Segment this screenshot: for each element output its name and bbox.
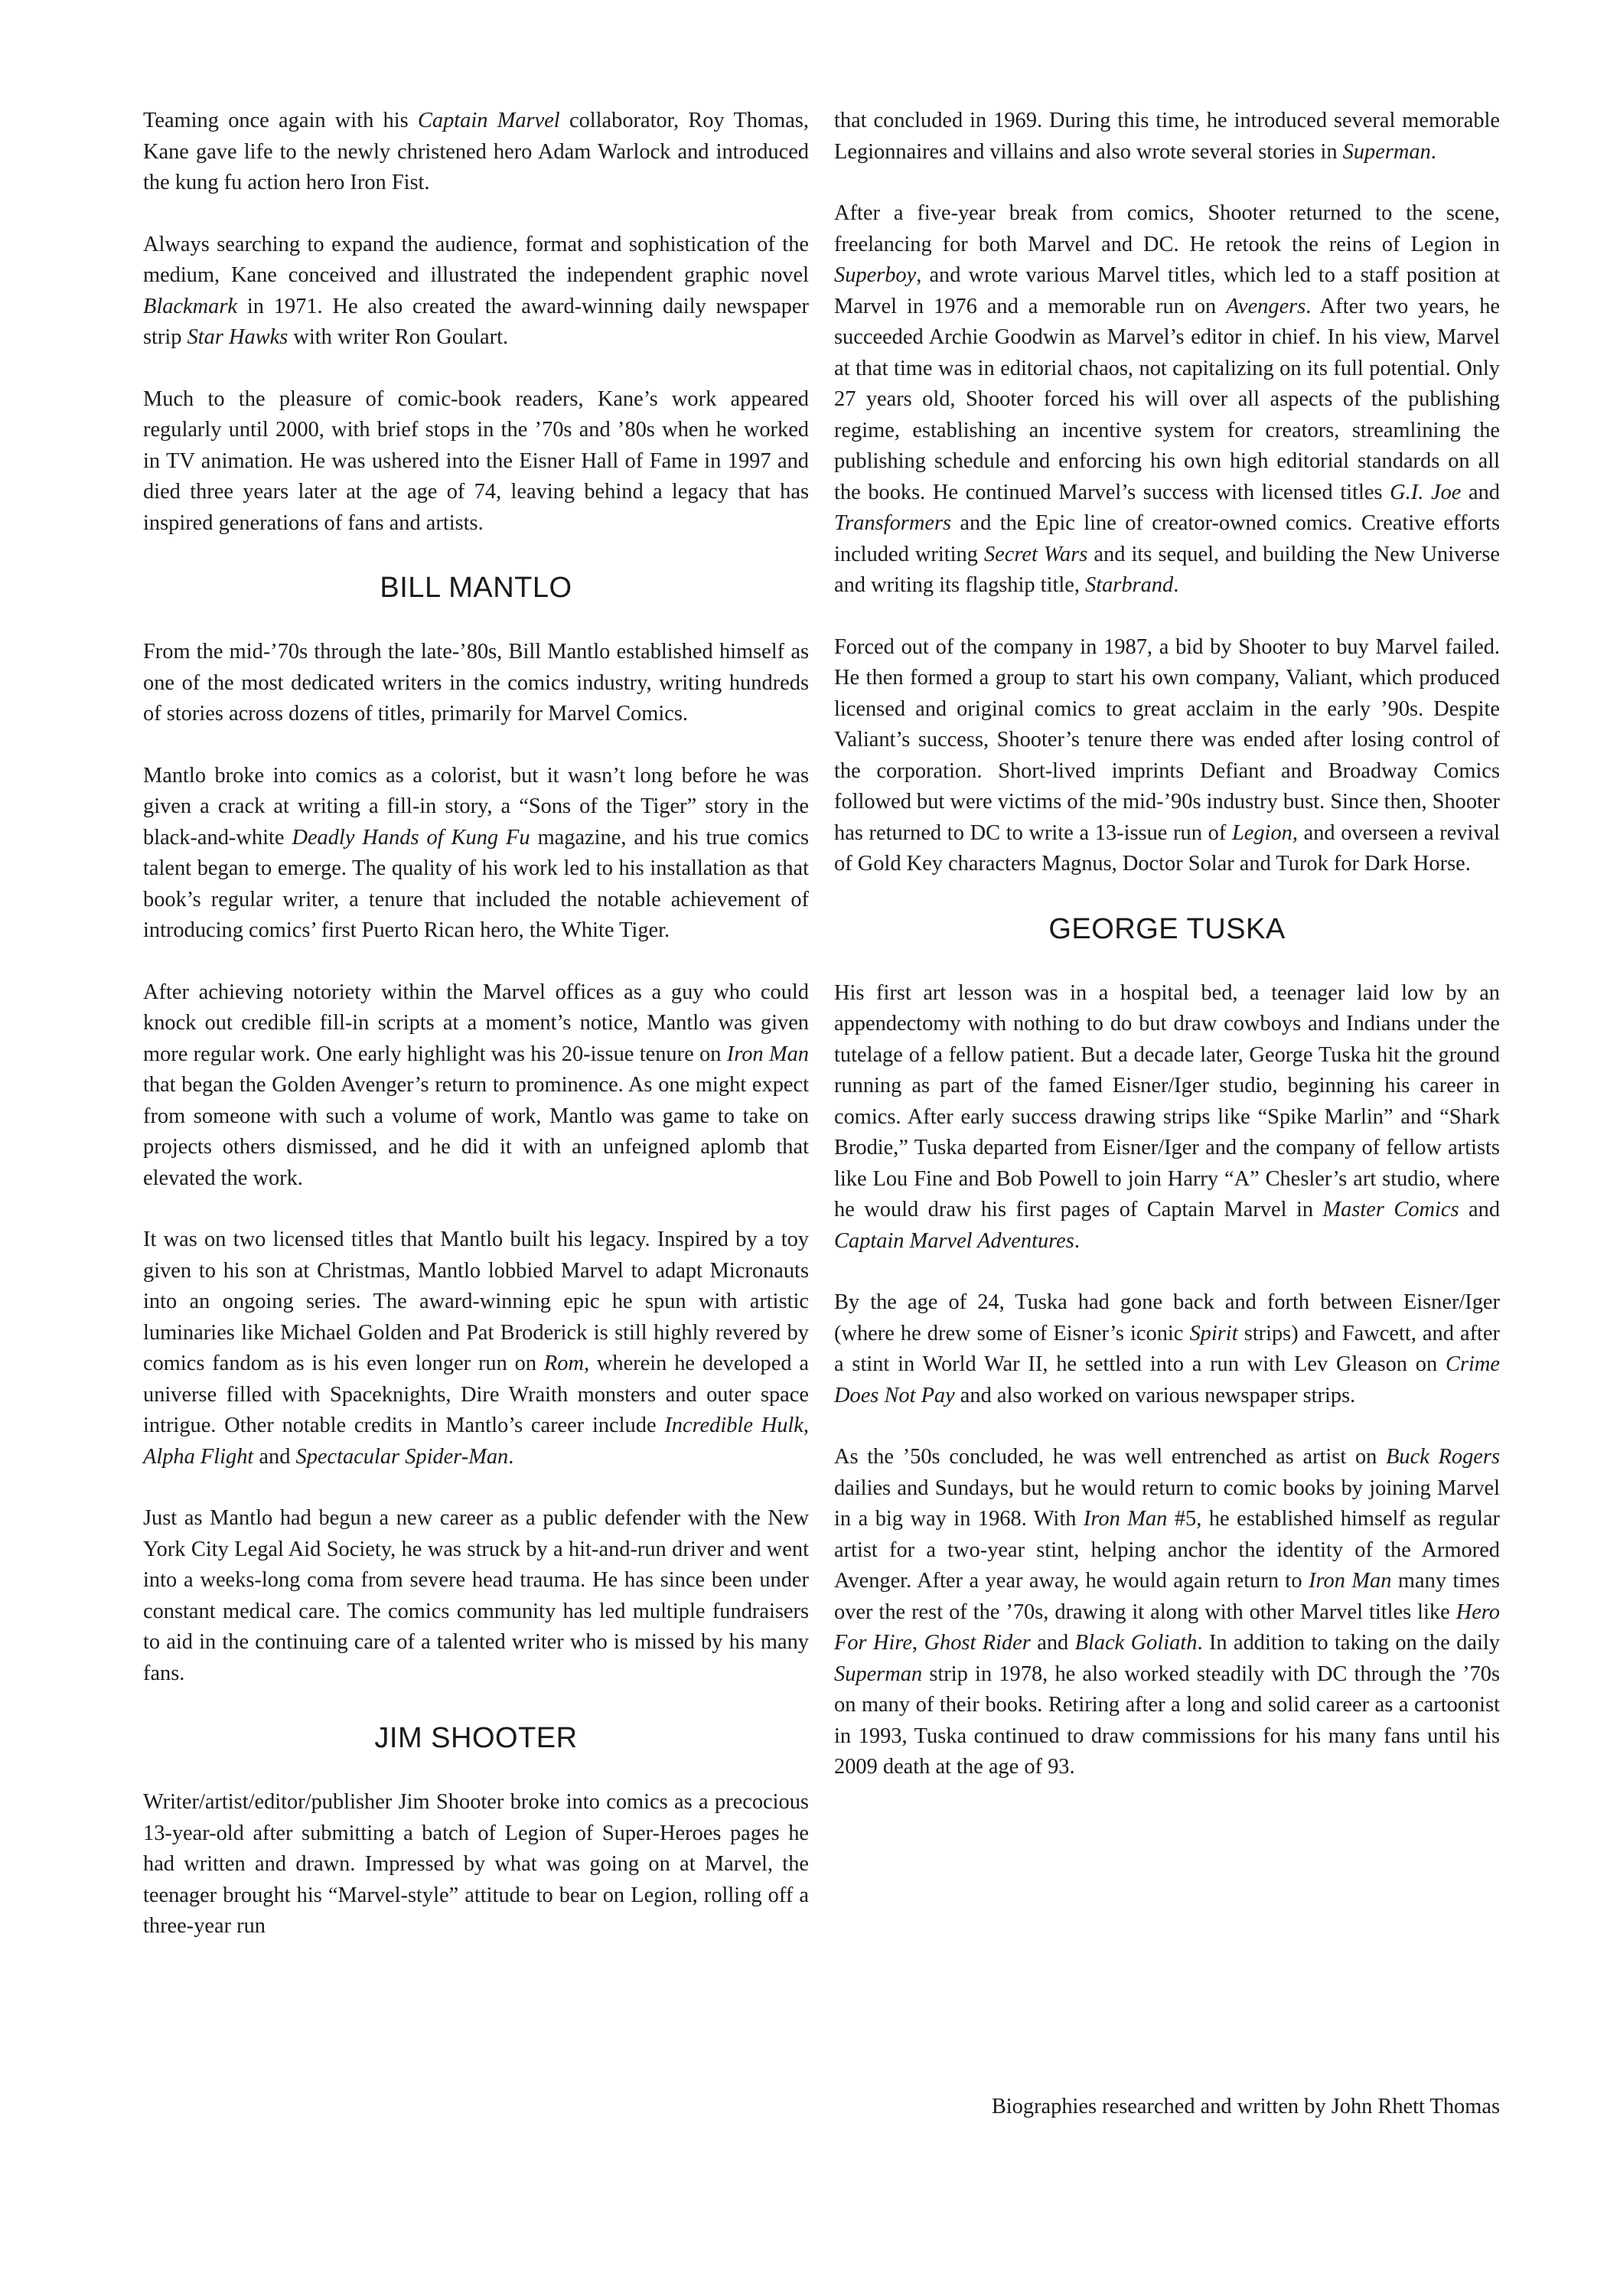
kane-paragraph-2: [143, 230, 809, 354]
title-run: Superman: [834, 1662, 923, 1686]
title-run: Deadly Hands of Kung Fu: [292, 825, 530, 850]
title-run: Superboy: [834, 263, 917, 287]
text-run: Forced out of the company in 1987, a bid by Shooter to buy Marvel failed. He then formed a group to start his own company, Valiant, which produced licensed and original comics to great acclaim in the early ’90s. Despite Valiant’s success, Shooter’s tenure there was ended after losing control of the corporation. Short-lived imprints Defiant and Broadway Comics followed but were victims of the mid-’90s industry bust. Since then, Shooter has returned to DC to write a 13-issue run of: [834, 634, 1500, 845]
mantlo-paragraph-1: From the mid-’70s through the late-’80s, Bill Mantlo established himself as one of the most dedicated writers in the comics industry, writing hundreds of stories across dozens of titles, primarily for Marvel Comics.: [143, 640, 809, 726]
text-run: .: [1173, 573, 1179, 597]
title-run: Ghost Rider: [924, 1631, 1031, 1655]
text-run: , and wrote various Marvel titles, which led to a staff position at Marvel in 1976 and a memorable run on: [834, 263, 1500, 318]
text-run: By the age of 24, Tuska had gone back and forth between Eisner/Iger (where he drew some of Eisner’s iconic: [834, 1290, 1500, 1345]
title-run: Blackmark: [143, 294, 237, 318]
mantlo-paragraph-2: [143, 761, 809, 947]
text-run: that began the Golden Avenger’s return to prominence. As one might expect from someone with such a volume of work, Mantlo was game to take on projects others dismissed, and he did it with an unfeigned aplomb that elevated the work.: [143, 1073, 809, 1190]
title-run: Spirit: [1189, 1321, 1238, 1345]
shooter-paragraph-1: Writer/artist/editor/publisher Jim Shooter broke into comics as a precocious 13-year-old after submitting a batch of Legion of Super-Heroes pages he had written and drawn. Impressed by what was going on at Marvel, the teenager brought his “Marvel-style” attitude to bear on Legion, rolling off a three-year run: [143, 1790, 809, 1938]
text-run: strips) and Fawcett, and after a stint in World War II, he settled into a run with Lev Gleason on: [834, 1321, 1500, 1376]
title-run: Captain Marvel: [417, 109, 560, 132]
tuska-paragraph-3: [834, 1442, 1500, 1783]
text-run: that concluded in 1969. During this time, he introduced several memorable Legionnaires and villains and also wrote several stories in: [834, 109, 1500, 164]
shooter-paragraph-1-continued: [834, 106, 1500, 168]
author-credit: Biographies researched and written by John Rhett Thomas: [991, 2095, 1500, 2118]
text-run: and: [253, 1444, 296, 1469]
section-heading-bill-mantlo: BILL MANTLO: [380, 572, 572, 604]
title-run: Star Hawks: [187, 325, 288, 349]
title-run: Superman: [1342, 139, 1431, 164]
title-run: Secret Wars: [983, 542, 1088, 566]
title-run: Iron Man: [1083, 1507, 1168, 1531]
text-run: .: [508, 1444, 514, 1469]
text-run: collaborator, Roy Thomas, Kane gave life to the newly christened hero Adam Warlock and introduced the kung fu action hero Iron Fist.: [143, 109, 810, 194]
text-run: As the ’50s concluded, he was well entrenched as artist on: [834, 1445, 1387, 1469]
text-run: and its sequel, and building the New Universe and writing its flagship title,: [834, 542, 1500, 597]
text-run: and: [1459, 1198, 1501, 1221]
text-run: . In addition to taking on the daily: [1197, 1631, 1500, 1655]
title-run: Alpha Flight: [143, 1444, 254, 1469]
tuska-paragraph-2: [834, 1287, 1500, 1411]
shooter-paragraph-2: [834, 198, 1500, 602]
text-run: His first art lesson was in a hospital bed, a teenager laid low by an appendectomy with nothing to do but draw cowboys and Indians under the tutelage of a fellow patient. But a decade later, George Tuska hit the ground running as part of the famed Eisner/Iger studio, beginning his career in comics. After early success drawing strips like “Spike Marlin” and “Shark Brodie,” Tuska departed from Eisner/Iger and the company of fellow artists like Lou Fine and Bob Powell to join Harry “A” Chesler’s art studio, where he would draw his first pages of Captain Marvel in: [834, 980, 1500, 1221]
text-run: , wherein he developed a universe filled with Spaceknights, Dire Wraith monsters and outer space intrigue. Other notable credits in Mantlo’s career include: [143, 1352, 809, 1437]
title-run: Transformers: [834, 511, 952, 535]
mantlo-paragraph-5: Just as Mantlo had begun a new career as a public defender with the New York City Legal Aid Society, he was struck by a hit-and-run driver and went into a weeks-long coma from severe head trauma. He has since been under constant medical care. The comics community has led multiple fundraisers to aid in the continuing care of a talented writer who is missed by his many fans.: [143, 1506, 809, 1685]
text-run: strip in 1978, he also worked steadily with DC through the ’70s on many of their books. Retiring after a long and solid career as a cartoonist in 1993, Tuska continued to draw commissions for his many fans until his 2009 death at the age of 93.: [834, 1662, 1500, 1779]
text-run: After achieving notoriety within the Marvel offices as a guy who could knock out credible fill-in scripts at a moment’s notice, Mantlo was given more regular work. One early highlight was his 20-issue tenure on: [143, 980, 809, 1066]
title-run: Rom: [543, 1352, 584, 1375]
title-run: Crime Does Not Pay: [834, 1352, 1500, 1407]
text-run: and also worked on various newspaper strips.: [954, 1383, 1356, 1407]
title-run: Legion: [1231, 820, 1292, 845]
title-run: Buck Rogers: [1386, 1445, 1500, 1469]
tuska-paragraph-1: [834, 978, 1500, 1257]
title-run: G.I. Joe: [1390, 480, 1462, 504]
right-column: [834, 106, 1500, 1783]
section-heading-jim-shooter: JIM SHOOTER: [374, 1722, 578, 1754]
title-run: Spectacular Spider-Man: [295, 1444, 509, 1469]
text-run: Always searching to expand the audience, format and sophistication of the medium, Kane conceived and illustrated the independent graphic novel: [143, 232, 809, 287]
text-run: #5, he established himself as regular artist for a two-year stint, helping anchor the identity of the Armored Avenger. After a year away, he would again return to: [834, 1507, 1501, 1593]
kane-paragraph-1: [143, 106, 809, 199]
section-heading-george-tuska: GEORGE TUSKA: [1048, 912, 1286, 945]
text-run: and: [1461, 480, 1500, 504]
text-run: ,: [911, 1631, 924, 1655]
text-run: with writer Ron Goulart.: [288, 325, 509, 349]
shooter-paragraph-3: [834, 632, 1500, 880]
text-run: Mantlo broke into comics as a colorist, but it wasn’t long before he was given a crack at writing a fill-in story, a “Sons of the Tiger” story in the black-and-white: [143, 763, 809, 850]
text-run: Teaming once again with his: [143, 109, 418, 132]
text-run: , and overseen a revival of Gold Key characters Magnus, Doctor Solar and Turok for Dark Horse.: [834, 820, 1500, 876]
text-run: many times over the rest of the ’70s, drawing it along with other Marvel titles like: [834, 1569, 1501, 1624]
title-run: Black Goliath: [1074, 1631, 1198, 1655]
title-run: Captain Marvel Adventures: [834, 1228, 1074, 1253]
mantlo-paragraph-4: [143, 1225, 809, 1473]
text-run: magazine, and his true comics talent began to emerge. The quality of his work led to his installation as that book’s regular writer, a tenure that included the notable achievement of introducing comics’ first Puerto Rican hero, the White Tiger.: [143, 825, 809, 942]
title-run: Avengers: [1226, 294, 1306, 318]
text-run: in 1971. He also created the award-winning daily newspaper strip: [143, 294, 809, 349]
title-run: Hero For Hire: [834, 1600, 1500, 1655]
left-column: [143, 106, 809, 1942]
title-run: Starbrand: [1085, 573, 1174, 597]
mantlo-paragraph-3: [143, 977, 809, 1195]
title-run: Iron Man: [726, 1042, 810, 1066]
title-run: Iron Man: [1309, 1569, 1392, 1593]
text-run: . After two years, he succeeded Archie Goodwin as Marvel’s editor in chief. In his view, Marvel at that time was in editorial chaos, not capitalizing on its full potential. Only 27 years old, Shooter forced his will over all aspects of the publishing regime, establishing an incentive system for creators, streamlining the publishing schedule and enforcing his own high editorial standards on all the books. He continued Marvel’s success with licensed titles: [834, 294, 1500, 504]
text-run: and: [1030, 1631, 1075, 1655]
text-run: After a five-year break from comics, Shooter returned to the scene, freelancing for both Marvel and DC. He retook the reins of Legion in: [834, 201, 1500, 256]
title-run: Incredible Hulk: [664, 1414, 804, 1437]
text-run: ,: [803, 1414, 809, 1437]
kane-paragraph-3: Much to the pleasure of comic-book readers, Kane’s work appeared regularly until 2000, with brief stops in the ’70s and ’80s when he worked in TV animation. He was ushered into the Eisner Hall of Fame in 1997 and died three years later at the age of 74, leaving behind a legacy that has inspired generations of fans and artists.: [143, 386, 809, 535]
text-run: It was on two licensed titles that Mantlo built his legacy. Inspired by a toy given to his son at Christmas, Mantlo lobbied Marvel to adapt Micronauts into an ongoing series. The award-winning epic he spun with artistic luminaries like Michael Golden and Pat Broderick is still highly revered by comics fandom as is his even longer run on: [143, 1228, 809, 1375]
text-run: dailies and Sundays, but he would return to comic books by joining Marvel in a big way in 1968. With: [834, 1476, 1500, 1531]
text-run: .: [1430, 139, 1436, 164]
title-run: Master Comics: [1322, 1198, 1459, 1221]
text-run: and the Epic line of creator-owned comics. Creative efforts included writing: [834, 511, 1500, 566]
text-run: .: [1074, 1228, 1080, 1253]
